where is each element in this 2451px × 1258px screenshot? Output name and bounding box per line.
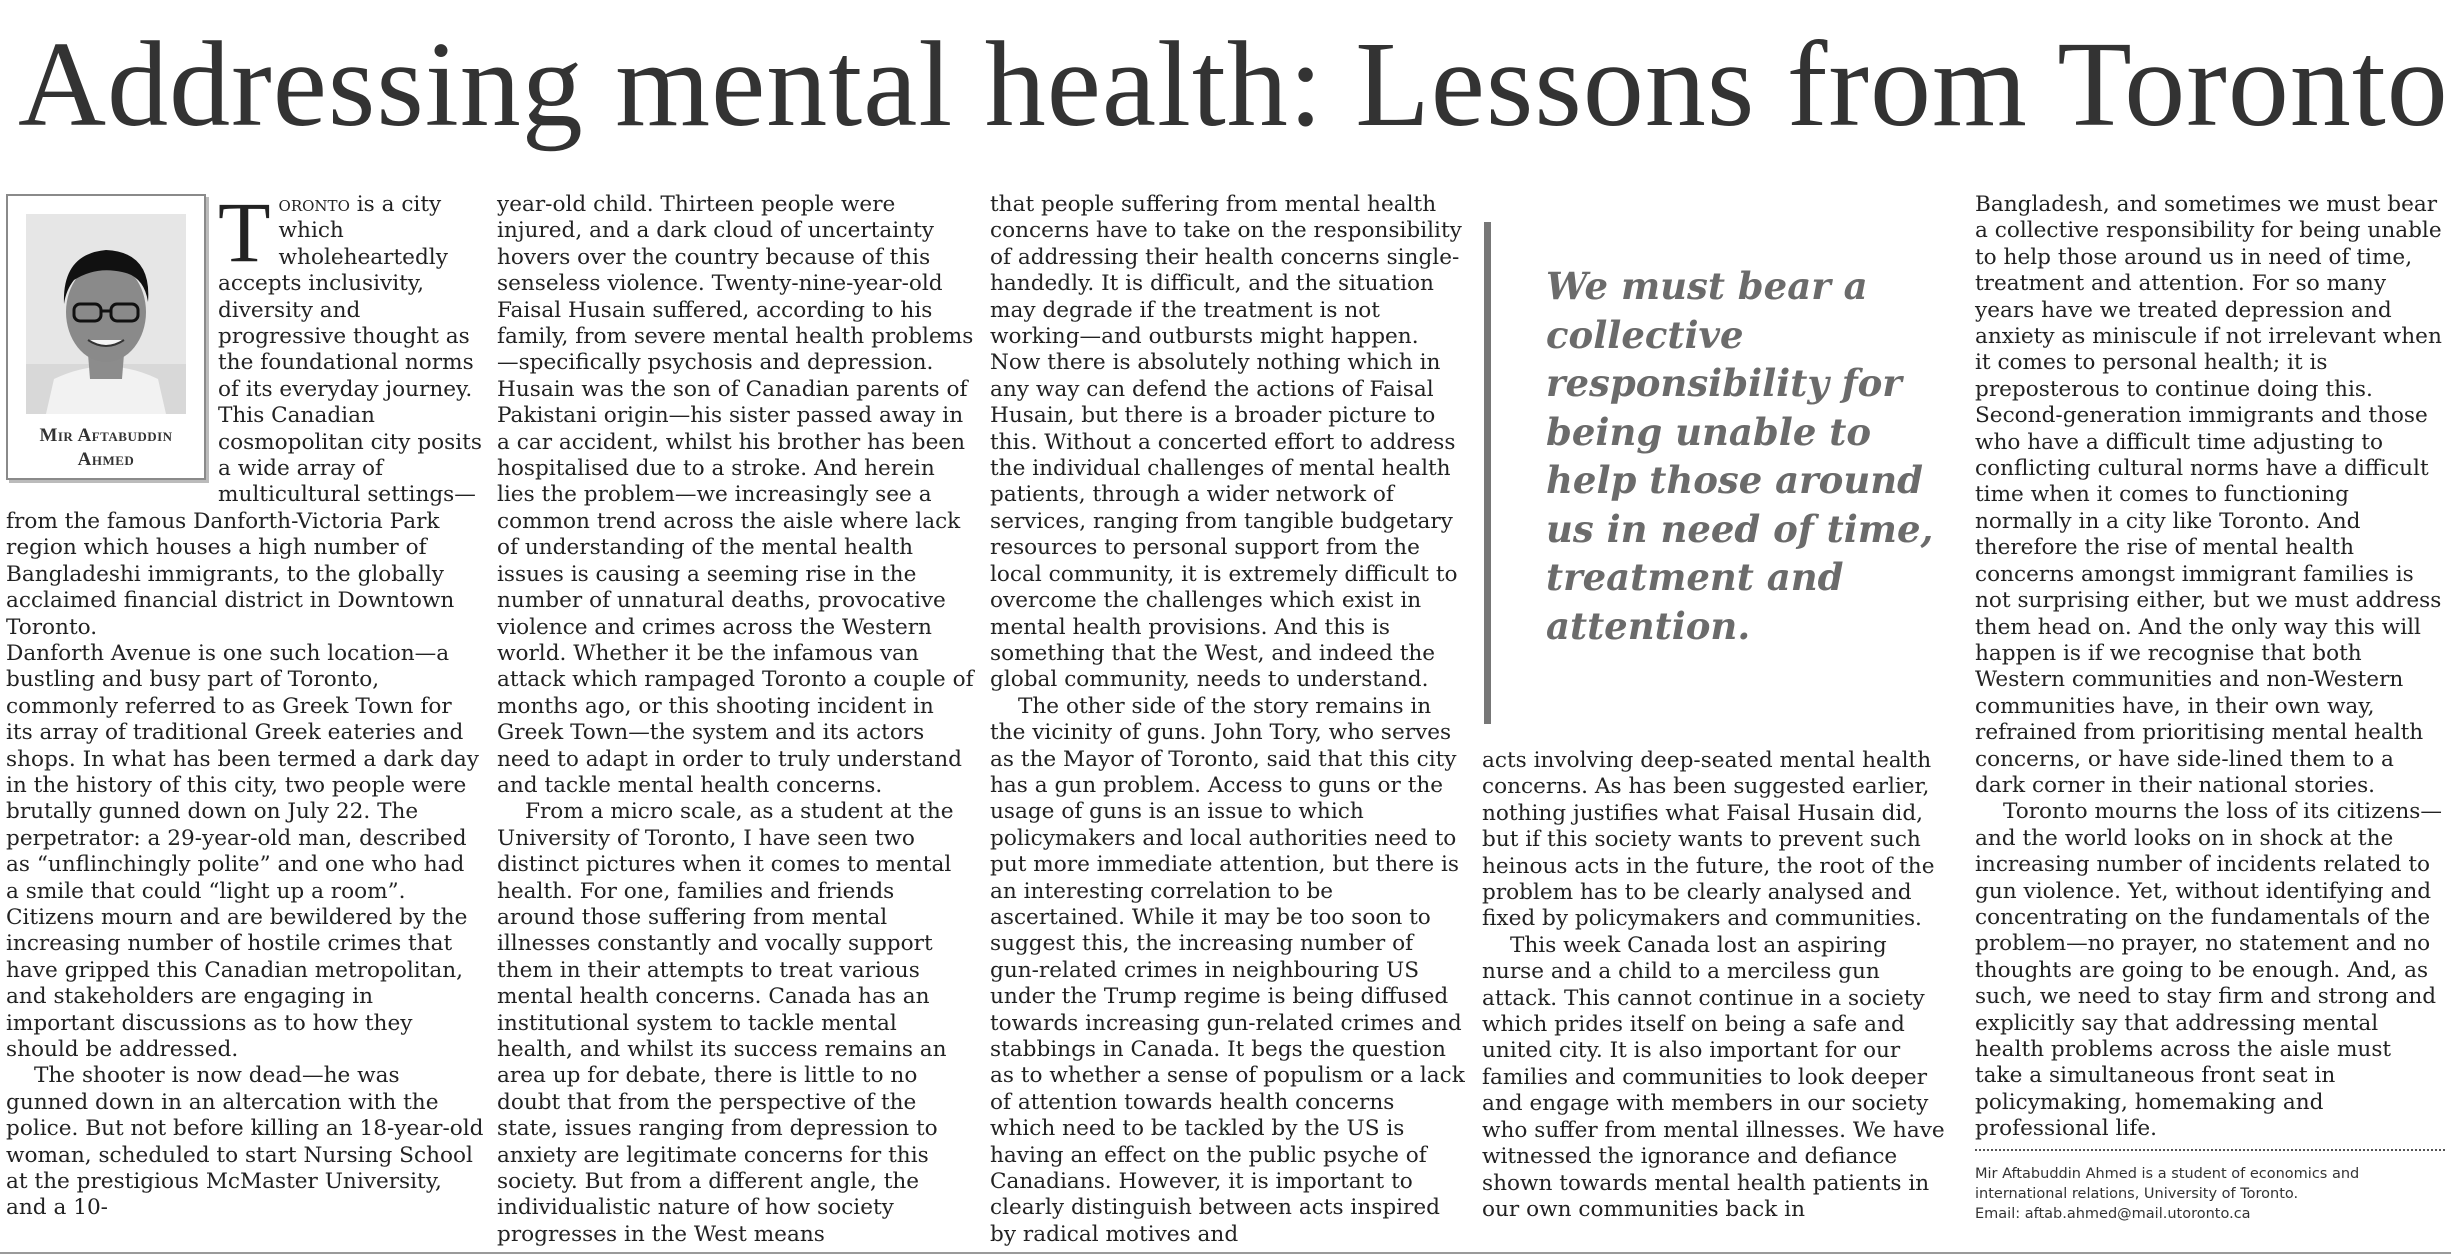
article-column-5 <box>1975 192 2445 1143</box>
author-byline-first: Mir Aftabuddin <box>39 425 173 446</box>
author-bio <box>1975 1164 2445 1224</box>
article-paragraph: From a micro scale, as a student at the University of Toronto, I have seen two distinct pictures when it comes to mental health. For one, families and friends around those suffering from mental illnesses constantly and vocally support them in their attempts to treat various mental health concerns. Canada has an institutional system to tackle mental health, and whilst its success remains an area up for debate, there is little to no doubt that from the perspective of the state, issues ranging from depression to anxiety are legitimate concerns for this society. But from a different angle, the individualistic nature of how society progresses in the West means <box>497 799 954 1247</box>
author-photo <box>26 214 186 414</box>
article-column-4 <box>1482 748 1946 1223</box>
article-column-3 <box>990 192 1466 1248</box>
bio-line: international relations, University of Toronto. <box>1975 1186 2299 1202</box>
drop-cap: T <box>218 184 271 280</box>
bio-line: Mir Aftabuddin Ahmed is a student of economics and <box>1975 1166 2360 1182</box>
bio-email: Email: aftab.ahmed@mail.utoronto.ca <box>1975 1206 2251 1222</box>
bio-divider <box>1975 1149 2445 1151</box>
bottom-rule <box>0 1252 2451 1254</box>
article-paragraph: The shooter is now dead—he was gunned down in an altercation with the police. But not before killing an 18-year-old woman, scheduled to start Nursing School at the prestigious McMaster University, and a 10- <box>6 1063 484 1221</box>
author-byline-last: Ahmed <box>77 449 135 470</box>
headline: Addressing mental health: Lessons from Toronto <box>18 17 2449 152</box>
pull-quote <box>1484 222 1943 724</box>
author-byline <box>8 424 204 472</box>
lead-in-caps: oronto <box>278 192 350 217</box>
article-paragraph: Bangladesh, and sometimes we must bear a collective responsibility for being unable to help those around us in need of time, treatment and attention. For so many years have we treated depression and anxiety as miniscule if not irrelevant when it comes to personal health; it is preposterous to continue doing this. Second-generation immigrants and those who have a difficult time adjusting to conflicting cultural norms have a difficult time when it comes to functioning normally in a city like Toronto. And therefore the rise of mental health concerns amongst immigrant families is not surprising either, but we must address them head on. And the only way this will happen is if we recognise that both Western communities and non-Western communities have, in their own way, refrained from prioritising mental health concerns, or have side-lined them to a dark corner in their national stories. <box>1975 192 2442 798</box>
article-column-1 <box>6 184 484 1222</box>
pull-quote-text: We must bear a collective responsibility for being unable to help those around us in need of time, treatment and attention. <box>1546 264 1934 648</box>
author-photo-box <box>6 194 206 480</box>
article-paragraph: year-old child. Thirteen people were injured, and a dark cloud of uncertainty hovers over the country because of this senseless violence. Twenty-nine-year-old Faisal Husain suffered, according to his family, from severe mental health problems—specifically psychosis and depression. Husain was the son of Canadian parents of Pakistani origin—his sister passed away in a car accident, whilst his brother has been hospitalised due to a stroke. And herein lies the problem—we increasingly see a common trend across the aisle where lack of understanding of the mental health issues is causing a seeming rise in the number of unnatural deaths, provocative violence and crimes across the Western world. Whether it be the infamous van attack which rampaged Toronto a couple of months ago, or this shooting incident in Greek Town—the system and its actors need to adapt in order to truly understand and tackle mental health concerns. <box>497 192 974 798</box>
article-paragraph: Toronto mourns the loss of its citizens—and the world looks on in shock at the increasing number of incidents related to gun violence. Yet, without identifying and concentrating on the fundamentals of the problem—no prayer, no statement and no thoughts are going to be enough. And, as such, we need to stay firm and strong and explicitly say that addressing mental health problems across the aisle must take a simultaneous front seat in policymaking, homemaking and professional life. <box>1975 799 2442 1142</box>
article-paragraph: The other side of the story remains in the vicinity of guns. John Tory, who serves as the Mayor of Toronto, said that this city has a gun problem. Access to guns or the usage of guns is an issue to which policymakers and local authorities need to put more immediate attention, but there is an interesting correlation to be ascertained. While it may be too soon to suggest this, the increasing number of gun-related crimes in neighbouring US under the Trump regime is being diffused towards increasing gun-related crimes and stabbings in Canada. It begs the question as to whether a sense of populism or a lack of attention towards health concerns which need to be tackled by the US is having an effect on the public psyche of Canadians. However, it is important to clearly distinguish between acts inspired by radical motives and <box>990 693 1465 1247</box>
paragraph-text: is a city which wholeheartedly accepts inclusivity, diversity and progressive thought as the foundational norms of its everyday journey. This Canadian cosmopolitan city posits a wide array of multicultural settings—from the famous Danforth-Victoria Park region which houses a high number of Bangladeshi immigrants, to the globally acclaimed financial district in Downtown Toronto. <box>6 192 482 640</box>
article-paragraph: that people suffering from mental health concerns have to take on the responsibility of addressing their health concerns single-handedly. It is difficult, and the situation may degrade if the treatment is not working—and outbursts might happen. Now there is absolutely nothing which in any way can defend the actions of Faisal Husain, but there is a broader picture to this. Without a concerted effort to address the individual challenges of mental health patients, through a wider network of services, ranging from tangible budgetary resources to personal support from the local community, it is extremely difficult to overcome the challenges which exist in mental health provisions. And this is something that the West, and indeed the global community, needs to understand. <box>990 192 1462 693</box>
article-column-2 <box>497 192 974 1248</box>
article-paragraph: Danforth Avenue is one such location—a bustling and busy part of Toronto, commonly referred to as Greek Town for its array of traditional Greek eateries and shops. In what has been termed a dark day in the history of this city, two people were brutally gunned down on July 22. The perpetrator: a 29-year-old man, described as “unflinchingly polite” and one who had a smile that could “light up a room”. Citizens mourn and are bewildered by the increasing number of hostile crimes that have gripped this Canadian metropolitan, and stakeholders are engaging in important discussions as to how they should be addressed. <box>6 640 479 1062</box>
article-paragraph: acts involving deep-seated mental health concerns. As has been suggested earlier, nothing justifies what Faisal Husain did, but if this society wants to prevent such heinous acts in the future, the root of the problem has to be clearly analysed and fixed by policymakers and communities. <box>1482 748 1935 932</box>
article-paragraph: This week Canada lost an aspiring nurse and a child to a merciless gun attack. This cannot continue in a society which prides itself on being a safe and united city. It is also important for our families and communities to look deeper and engage with members in our society who suffer from mental illnesses. We have witnessed the ignorance and defiance shown towards mental health patients in our own communities back in <box>1482 932 1945 1222</box>
